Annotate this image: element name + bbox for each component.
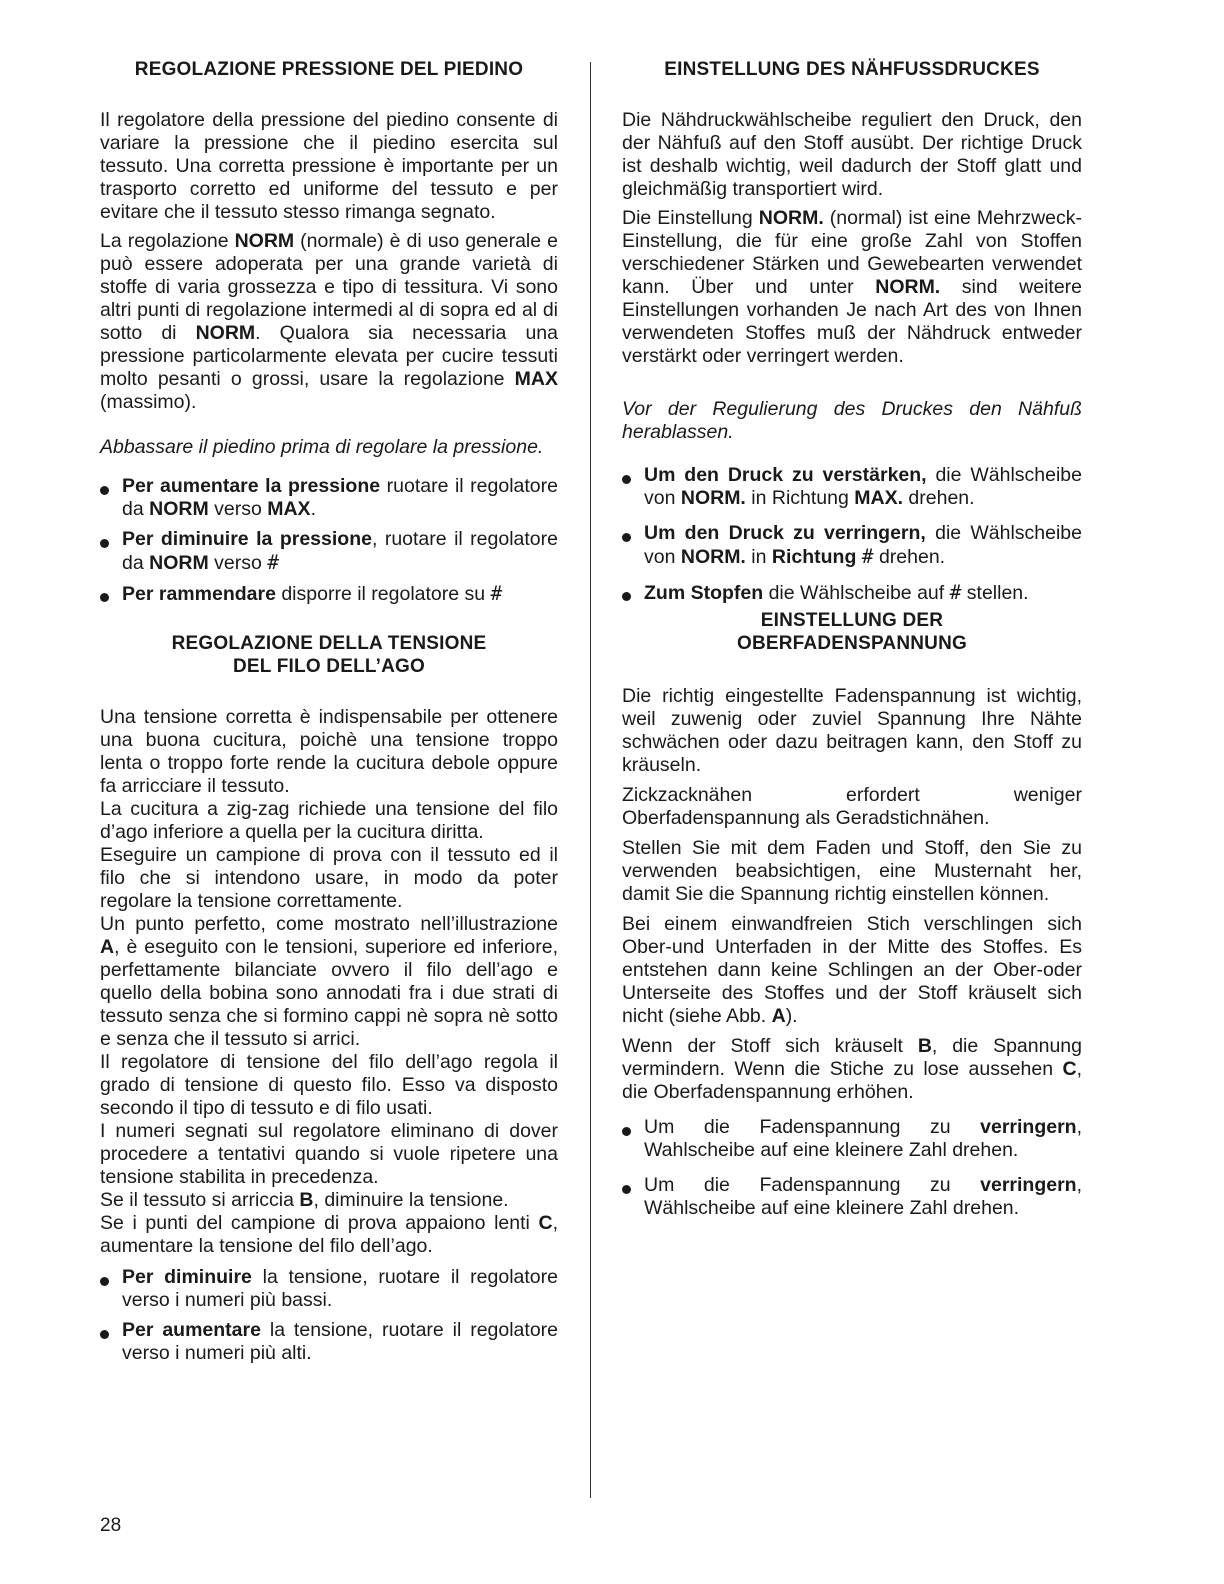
bullet-list-tensione	[100, 1266, 558, 1365]
bullet-icon	[622, 1185, 631, 1194]
section-heading-tensione: REGOLAZIONE DELLA TENSIONE DEL FILO DELL’AGO	[171, 633, 487, 677]
list-item: Um den Druck zu verringern, die Wählscheibe von NORM. in Richtung # drehen.	[622, 522, 1082, 569]
paragraph: Il regolatore di tensione del filo dell’ago regola il grado di tensione di questo filo. Esso va disposto secondo il tipo di tessuto e di filo usati.	[100, 1051, 558, 1119]
bullet-icon	[100, 539, 109, 548]
bullet-icon	[622, 475, 631, 484]
section-heading-pressione: REGOLAZIONE PRESSIONE DEL PIEDINO	[134, 59, 524, 80]
paragraph: Eseguire un campione di prova con il tessuto ed il filo che si intendono usare, in modo da poter regolare la tensione correttamente.	[100, 844, 558, 912]
bullet-icon	[100, 593, 109, 602]
page-number: 28	[100, 1515, 122, 1536]
section-heading-naehfussdruck: EINSTELLUNG DES NÄHFUSSDRUCKES	[664, 59, 1040, 80]
bullet-icon	[622, 533, 631, 542]
paragraph: Se i punti del campione di prova appaiono lenti C, aumentare la tensione del filo dell’ago.	[100, 1212, 558, 1257]
list-item: Um die Fadenspannung zu verringern, Wählscheibe auf eine kleinere Zahl drehen.	[622, 1174, 1082, 1220]
list-item: Per aumentare la pressione ruotare il regolatore da NORM verso MAX.	[100, 475, 558, 521]
paragraph: Zickzacknähen erfordert weniger Oberfadenspannung als Geradstichnähen.	[622, 784, 1082, 829]
paragraph: La regolazione NORM (normale) è di uso generale e può essere adoperata per una grande varietà di stoffe di varia grossezza e tipo di tessitura. Vi sono altri punti di regolazione intermedi al di sopra ed al di sotto di NORM. Qualora sia necessaria una pressione particolarmente elevata per cucire tessuti molto pesanti o grossi, usare la regolazione MAX (massimo).	[100, 230, 558, 413]
bullet-list-spannung	[622, 1116, 1082, 1220]
list-item: Um die Fadenspannung zu verringern, Wahlscheibe auf eine kleinere Zahl drehen.	[622, 1116, 1082, 1162]
paragraph: Un punto perfetto, come mostrato nell’illustrazione A, è eseguito con le tensioni, superiore ed inferiore, perfettamente bilanciate ovvero il filo dell’ago e quello della bobina sono annodati fra i due strati di tessuto senza che si formino cappi nè sopra nè sotto e senza che il tessuto si arrici.	[100, 913, 558, 1050]
bullet-list-druck	[622, 464, 1082, 605]
paragraph: Die Einstellung NORM. (normal) ist eine Mehrzweck-Einstellung, die für eine große Zahl von Stoffen verschiedener Stärken und Gewebearten verwendet kann. Über und unter NORM. sind weitere Einstellungen vorhanden Je nach Art des von Ihnen verwendeten Stoffes muß der Nähdruck entweder verstärkt oder verringert werden.	[622, 207, 1083, 367]
paragraph: Una tensione corretta è indispensabile per ottenere una buona cucitura, poichè una tensione troppo lenta o troppo forte rende la cucitura debole oppure fa arricciare il tessuto.	[100, 706, 558, 797]
bullet-list-pressione	[100, 475, 558, 606]
bullet-icon	[100, 1330, 109, 1339]
darning-symbol-icon: #	[949, 581, 962, 604]
list-item: Zum Stopfen die Wählscheibe auf # stellen.	[622, 581, 1082, 605]
paragraph: Se il tessuto si arriccia B, diminuire la tensione.	[100, 1189, 509, 1211]
section-heading-oberfadenspannung: EINSTELLUNG DER OBERFADENSPANNUNG	[736, 610, 967, 654]
italic-note: Vor der Regulierung des Druckes den Nähfuß herablassen.	[622, 398, 1082, 443]
list-item: Per diminuire la pressione, ruotare il regolatore da NORM verso #	[100, 528, 558, 575]
list-item: Per diminuire la tensione, ruotare il regolatore verso i numeri più bassi.	[100, 1266, 558, 1312]
right-column	[622, 58, 1082, 1220]
paragraph: Il regolatore della pressione del piedino consente di variare la pressione che il piedino esercita sul tessuto. Una corretta pressione è importante per un trasporto corretto ed uniforme del tessuto e per evitare che il tessuto stesso rimanga segnato.	[100, 109, 558, 223]
list-item: Per aumentare la tensione, ruotare il regolatore verso i numeri più alti.	[100, 1319, 558, 1365]
list-item: Um den Druck zu verstärken, die Wählscheibe von NORM. in Richtung MAX. drehen.	[622, 464, 1082, 510]
darning-symbol-icon: #	[490, 582, 503, 605]
bullet-icon	[100, 486, 109, 495]
paragraph: La cucitura a zig-zag richiede una tensione del filo d’ago inferiore a quella per la cucitura diritta.	[100, 798, 558, 843]
darning-symbol-icon: #	[267, 551, 279, 574]
column-divider	[590, 62, 591, 1498]
paragraph: Stellen Sie mit dem Faden und Stoff, den Sie zu verwenden beabsichtigen, eine Musternaht her, damit Sie die Spannung richtig einstellen können.	[622, 837, 1082, 905]
left-column	[100, 58, 558, 1365]
paragraph: I numeri segnati sul regolatore eliminano di dover procedere a tentativi quando si vuole ripetere una tensione stabilita in precedenza.	[100, 1120, 558, 1188]
bullet-icon	[100, 1277, 109, 1286]
italic-note: Abbassare il piedino prima di regolare la pressione.	[100, 436, 544, 458]
paragraph: Die richtig eingestellte Fadenspannung ist wichtig, weil zuwenig oder zuviel Spannung Ihre Nähte schwächen oder dazu beitragen kann, den Stoff zu kräuseln.	[622, 685, 1082, 776]
bullet-icon	[622, 1127, 631, 1136]
list-item: Per rammendare disporre il regolatore su #	[100, 582, 558, 606]
darning-symbol-icon: #	[861, 545, 874, 568]
paragraph: Bei einem einwandfreien Stich verschlingen sich Ober-und Unterfaden in der Mitte des Stoffes. Es entstehen dann keine Schlingen an der Ober-oder Unterseite des Stoffes und der Stoff kräuselt sich nicht (siehe Abb. A).	[622, 913, 1082, 1027]
paragraph: Die Nähdruckwählscheibe reguliert den Druck, den der Nähfuß auf den Stoff ausübt. Der richtige Druck ist deshalb wichtig, weil dadurch der Stoff glatt und gleichmäßig transportiert wird.	[622, 109, 1082, 200]
bullet-icon	[622, 592, 631, 601]
paragraph: Wenn der Stoff sich kräuselt B, die Spannung vermindern. Wenn die Stiche zu lose aussehen C, die Oberfadenspannung erhöhen.	[622, 1035, 1082, 1103]
